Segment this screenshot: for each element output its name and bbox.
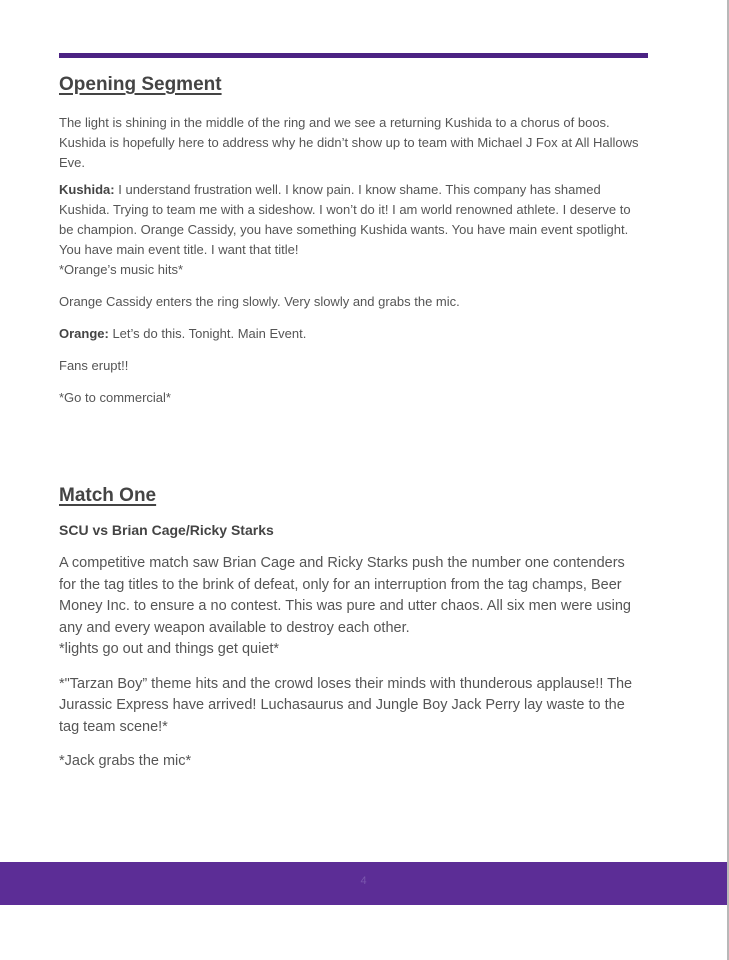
section-heading-match-one: Match One bbox=[59, 485, 157, 506]
speaker-orange: Orange: bbox=[59, 326, 109, 341]
jurassic-express-entrance: *"Tarzan Boy” theme hits and the crowd loses their minds with thunderous applause!! The Jurassic Express have arrived! Luchasaurus and Jungle Boy Jack Perry lay waste to the tag team scene!* bbox=[59, 675, 633, 735]
orange-dialogue: Let’s do this. Tonight. Main Event. bbox=[108, 326, 307, 341]
match-title: SCU vs Brian Cage/Ricky Starks bbox=[59, 522, 274, 538]
page-number: 4 bbox=[360, 875, 367, 887]
footer-bar bbox=[0, 862, 727, 905]
crowd-reaction: Fans erupt!! bbox=[59, 358, 129, 373]
stage-direction-music: *Orange’s music hits* bbox=[59, 262, 184, 277]
speaker-kushida: Kushida: bbox=[59, 182, 115, 197]
orange-promo bbox=[59, 324, 644, 344]
document-body bbox=[59, 74, 644, 773]
kushida-promo bbox=[59, 180, 644, 260]
kushida-dialogue: I understand frustration well. I know pain. I know shame. This company has shamed Kushida. Trying to team me with a sideshow. I won’t do it! I am world renowned athlete. I deserve to be champion. Orange Cassidy, you have something Kushida wants. You have main event spotlight. You have main event title. I want that title! bbox=[59, 182, 631, 257]
stage-direction-commercial: *Go to commercial* bbox=[59, 390, 171, 405]
orange-entrance: Orange Cassidy enters the ring slowly. Very slowly and grabs the mic. bbox=[59, 294, 460, 309]
stage-direction-mic: *Jack grabs the mic* bbox=[59, 753, 192, 769]
section-heading-opening: Opening Segment bbox=[59, 74, 222, 95]
header-rule bbox=[59, 53, 648, 58]
opening-paragraph: The light is shining in the middle of the ring and we see a returning Kushida to a chorus of boos. Kushida is hopefully here to address why he didn’t show up to team with Michael J Fox at All Hallows Eve. bbox=[59, 115, 639, 170]
stage-direction-lights: *lights go out and things get quiet* bbox=[59, 641, 280, 657]
match-recap: A competitive match saw Brian Cage and Ricky Starks push the number one contenders for the tag titles to the brink of defeat, only for an interruption from the tag champs, Beer Money Inc. to ensure a no contest. This was pure and utter chaos. All six men were using any and every weapon available to destroy each other. bbox=[59, 555, 631, 636]
